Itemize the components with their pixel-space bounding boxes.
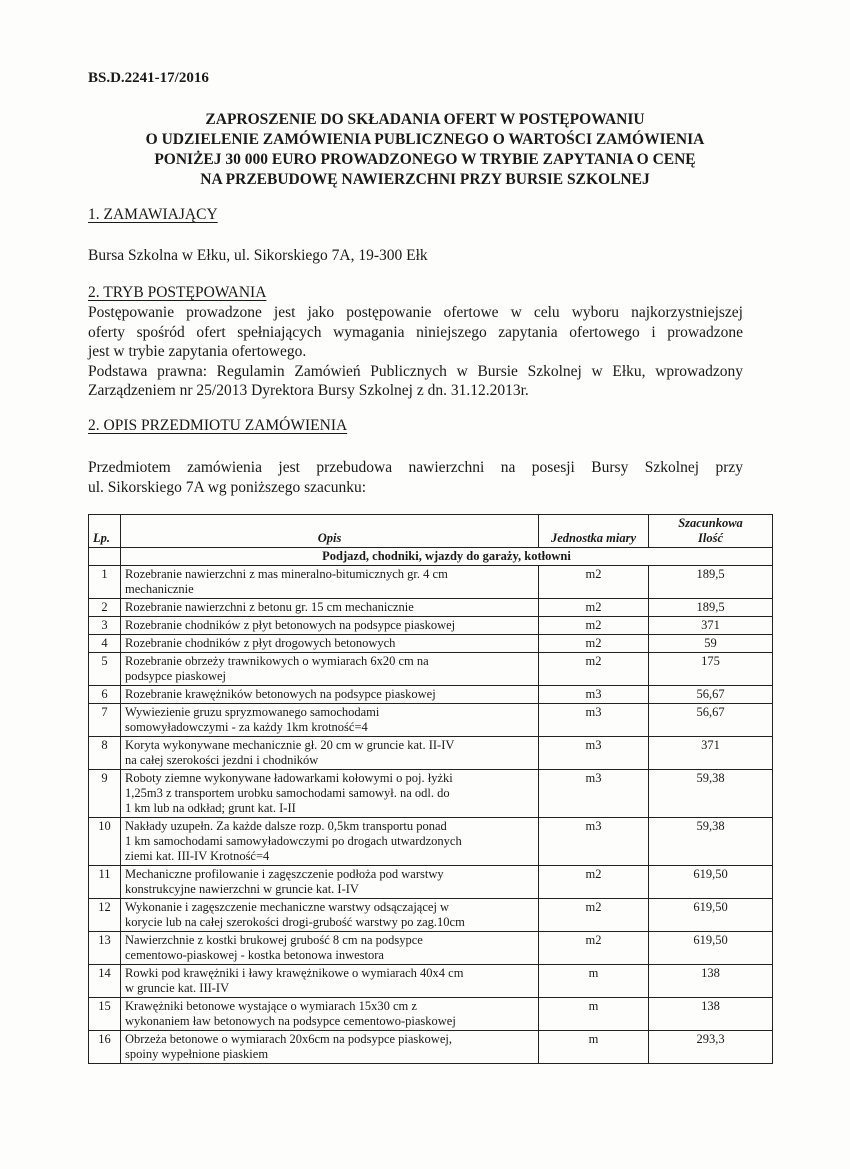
row-quantity: 619,50 (649, 899, 773, 932)
description-line: Rozebranie nawierzchni z betonu gr. 15 cm mechanicznie (125, 600, 414, 614)
row-quantity: 189,5 (649, 566, 773, 599)
row-description (121, 770, 539, 818)
row-quantity: 56,67 (649, 686, 773, 704)
row-number: 8 (89, 737, 121, 770)
row-description (121, 704, 539, 737)
description-line: 1 km samochodami samowyładowczymi po drogach utwardzonych (125, 834, 462, 848)
description-line: somowyładowczymi - za każdy 1km krotność=4 (125, 720, 368, 734)
row-quantity: 175 (649, 653, 773, 686)
table-row (89, 566, 773, 599)
row-description (121, 1031, 539, 1064)
table-row (89, 599, 773, 617)
description-line: Nakłady uzupełn. Za każde dalsze rozp. 0,5km transportu ponad (125, 819, 447, 833)
row-quantity: 293,3 (649, 1031, 773, 1064)
table-row (89, 899, 773, 932)
row-description (121, 998, 539, 1031)
row-description (121, 932, 539, 965)
description-line: Wykonanie i zagęszczenie mechaniczne warstwy odsączającej w (125, 900, 450, 914)
paragraph-line: Bursa Szkolna w Ełku, ul. Sikorskiego 7A, 19-300 Ełk (88, 247, 428, 264)
row-quantity: 619,50 (649, 932, 773, 965)
table-header-row (89, 515, 773, 548)
table-row (89, 686, 773, 704)
header-unit: Jednostka miary (539, 515, 649, 548)
row-number: 12 (89, 899, 121, 932)
row-number: 4 (89, 635, 121, 653)
row-quantity: 619,50 (649, 866, 773, 899)
title-line: PONIŻEJ 30 000 EURO PROWADZONEGO W TRYBIE ZAPYTANIA O CENĘ (154, 151, 696, 168)
paragraph-line: Postępowanie prowadzone jest jako postępowanie ofertowe w celu wyboru najkorzystniejszej (88, 304, 743, 321)
row-unit: m3 (539, 737, 649, 770)
row-description (121, 818, 539, 866)
row-number: 1 (89, 566, 121, 599)
title-line: NA PRZEBUDOWĘ NAWIERZCHNI PRZY BURSIE SZKOLNEJ (200, 171, 650, 188)
table-group-row (89, 548, 773, 566)
header-qty (649, 515, 773, 548)
description-line: korycie lub na całej szerokości drogi-grubość warstwy po zag.10cm (125, 915, 465, 929)
row-number: 5 (89, 653, 121, 686)
row-quantity: 371 (649, 737, 773, 770)
description-line: 1,25m3 z transportem urobku samochodami samowył. na odl. do (125, 786, 450, 800)
header-qty-line: Ilość (698, 531, 723, 545)
zamawiajacy-text (88, 246, 743, 266)
table-row (89, 704, 773, 737)
row-unit: m2 (539, 899, 649, 932)
description-line: ziemi kat. III-IV Krotność=4 (125, 849, 270, 863)
row-description (121, 653, 539, 686)
description-line: Wywiezienie gruzu spryzmowanego samochodami (125, 705, 380, 719)
row-unit: m3 (539, 770, 649, 818)
tryb-paragraph (88, 303, 743, 401)
section-heading-opis: 2. OPIS PRZEDMIOTU ZAMÓWIENIA (88, 417, 348, 434)
description-line: spoiny wypełnione piaskiem (125, 1047, 269, 1061)
description-line: konstrukcyjne nawierzchni w gruncie kat. I-IV (125, 882, 359, 896)
row-number: 2 (89, 599, 121, 617)
row-quantity: 138 (649, 965, 773, 998)
row-unit: m3 (539, 686, 649, 704)
row-unit: m2 (539, 635, 649, 653)
table-row (89, 965, 773, 998)
row-description (121, 617, 539, 635)
row-unit: m2 (539, 866, 649, 899)
row-description (121, 599, 539, 617)
table-row (89, 737, 773, 770)
row-unit: m3 (539, 818, 649, 866)
table-row (89, 770, 773, 818)
row-number: 7 (89, 704, 121, 737)
row-quantity: 56,67 (649, 704, 773, 737)
group-label: Podjazd, chodniki, wjazdy do garaży, kotłowni (121, 548, 773, 566)
row-description (121, 866, 539, 899)
table-row (89, 866, 773, 899)
title-line: ZAPROSZENIE DO SKŁADANIA OFERT W POSTĘPOWANIU (205, 111, 645, 128)
row-unit: m (539, 998, 649, 1031)
description-line: Koryta wykonywane mechanicznie gł. 20 cm w gruncie kat. II-IV (125, 738, 455, 752)
row-number: 15 (89, 998, 121, 1031)
row-quantity: 371 (649, 617, 773, 635)
table-row (89, 1031, 773, 1064)
row-number: 14 (89, 965, 121, 998)
table-row (89, 818, 773, 866)
row-description (121, 566, 539, 599)
description-line: w gruncie kat. III-IV (125, 981, 230, 995)
description-line: Krawężniki betonowe wystające o wymiarach 15x30 cm z (125, 999, 417, 1013)
description-line: Rozebranie chodników z płyt drogowych betonowych (125, 636, 396, 650)
row-quantity: 59 (649, 635, 773, 653)
description-line: Roboty ziemne wykonywane ładowarkami kołowymi o poj. łyżki (125, 771, 453, 785)
header-opis: Opis (121, 515, 539, 548)
paragraph-line: oferty spośród ofert spełniających wymagania niniejszego zapytania ofertowego i prowadzone (88, 323, 743, 341)
paragraph-line: Zarządzeniem nr 25/2013 Dyrektora Bursy Szkolnej z dn. 31.12.2013r. (88, 382, 529, 399)
row-description (121, 965, 539, 998)
section-heading-zamawiajacy: 1. ZAMAWIAJĄCY (88, 206, 218, 223)
document-title (60, 110, 790, 190)
paragraph-line: ul. Sikorskiego 7A wg poniższego szacunku: (88, 478, 367, 496)
description-line: wykonaniem ław betonowych na podsypce cementowo-piaskowej (125, 1014, 456, 1028)
row-unit: m2 (539, 653, 649, 686)
row-unit: m2 (539, 566, 649, 599)
table-row (89, 617, 773, 635)
description-line: Obrzeża betonowe o wymiarach 20x6cm na podsypce piaskowej, (125, 1032, 452, 1046)
paragraph-line: jest w trybie zapytania ofertowego. (88, 343, 307, 360)
table-row (89, 635, 773, 653)
description-line: Rozebranie chodników z płyt betonowych na podsypce piaskowej (125, 618, 456, 632)
row-description (121, 686, 539, 704)
table-row (89, 653, 773, 686)
header-qty-line: Szacunkowa (678, 516, 743, 530)
table-row (89, 998, 773, 1031)
description-line: mechanicznie (125, 582, 194, 596)
row-number: 13 (89, 932, 121, 965)
row-description (121, 737, 539, 770)
description-line: cementowo-piaskowej - kostka betonowa inwestora (125, 948, 384, 962)
row-number: 3 (89, 617, 121, 635)
description-line: Rozebranie obrzeży trawnikowych o wymiarach 6x20 cm na (125, 654, 429, 668)
row-number: 16 (89, 1031, 121, 1064)
row-unit: m (539, 965, 649, 998)
row-quantity: 59,38 (649, 770, 773, 818)
row-unit: m2 (539, 932, 649, 965)
works-table (88, 514, 773, 1064)
row-description (121, 635, 539, 653)
description-line: 1 km lub na odkład; grunt kat. I-II (125, 801, 296, 815)
paragraph-line: Przedmiotem zamówienia jest przebudowa nawierzchni na posesji Bursy Szkolnej przy (88, 459, 743, 476)
row-number: 10 (89, 818, 121, 866)
document-reference: BS.D.2241-17/2016 (88, 70, 209, 86)
row-unit: m2 (539, 617, 649, 635)
row-quantity: 59,38 (649, 818, 773, 866)
row-quantity: 138 (649, 998, 773, 1031)
description-line: Rowki pod krawężniki i ławy krawężnikowe o wymiarach 40x4 cm (125, 966, 464, 980)
row-unit: m2 (539, 599, 649, 617)
row-unit: m3 (539, 704, 649, 737)
row-number: 11 (89, 866, 121, 899)
description-line: Rozebranie krawężników betonowych na podsypce piaskowej (125, 687, 436, 701)
section-heading-tryb: 2. TRYB POSTĘPOWANIA (88, 284, 267, 301)
row-quantity: 189,5 (649, 599, 773, 617)
opis-paragraph (88, 458, 743, 497)
paragraph-line: Podstawa prawna: Regulamin Zamówień Publicznych w Bursie Szkolnej w Ełku, wprowadzony (88, 362, 743, 380)
row-number: 9 (89, 770, 121, 818)
description-line: na całej szerokości jezdni i chodników (125, 753, 319, 767)
row-description (121, 899, 539, 932)
title-line: O UDZIELENIE ZAMÓWIENIA PUBLICZNEGO O WARTOŚCI ZAMÓWIENIA (145, 131, 705, 148)
row-number: 6 (89, 686, 121, 704)
description-line: podsypce piaskowej (125, 669, 227, 683)
description-line: Nawierzchnie z kostki brukowej grubość 8 cm na podsypce (125, 933, 423, 947)
header-lp: Lp. (89, 515, 121, 548)
row-unit: m (539, 1031, 649, 1064)
description-line: Mechaniczne profilowanie i zagęszczenie podłoża pod warstwy (125, 867, 444, 881)
description-line: Rozebranie nawierzchni z mas mineralno-bitumicznych gr. 4 cm (125, 567, 448, 581)
table-row (89, 932, 773, 965)
